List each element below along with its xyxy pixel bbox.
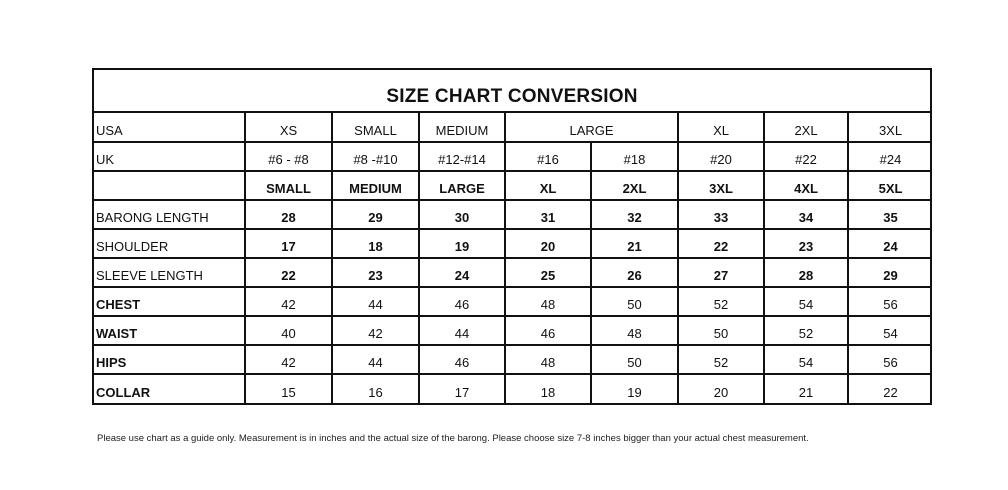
table-cell: 42 — [245, 287, 332, 316]
table-cell: #16 — [505, 142, 591, 171]
table-cell: 34 — [764, 200, 848, 229]
row-label: HIPS — [94, 345, 245, 374]
table-cell: 54 — [848, 316, 932, 345]
table-cell: 54 — [764, 345, 848, 374]
table-cell: 54 — [764, 287, 848, 316]
table-cell: 27 — [678, 258, 764, 287]
table-cell: MEDIUM — [419, 113, 505, 142]
table-cell: XL — [678, 113, 764, 142]
table-cell: 28 — [245, 200, 332, 229]
table-cell: 50 — [591, 345, 678, 374]
table-cell: 44 — [332, 345, 419, 374]
table-cell: LARGE — [505, 113, 678, 142]
row-label: CHEST — [94, 287, 245, 316]
table-cell: 52 — [678, 345, 764, 374]
table-cell: 17 — [419, 374, 505, 403]
row-label: SLEEVE LENGTH — [94, 258, 245, 287]
table-cell: 50 — [678, 316, 764, 345]
table-cell: 48 — [591, 316, 678, 345]
row-waist — [94, 316, 932, 345]
row-collar — [94, 374, 932, 403]
table-cell: #20 — [678, 142, 764, 171]
table-cell: 29 — [332, 200, 419, 229]
table-cell: 20 — [678, 374, 764, 403]
size-row — [94, 171, 932, 200]
table-cell: 20 — [505, 229, 591, 258]
table-cell: 21 — [764, 374, 848, 403]
table-cell: 2XL — [764, 113, 848, 142]
table-cell: MEDIUM — [332, 171, 419, 200]
table-cell: 21 — [591, 229, 678, 258]
table-cell: 16 — [332, 374, 419, 403]
table-cell: 17 — [245, 229, 332, 258]
chart-title-row — [94, 70, 930, 113]
row-label-usa: USA — [94, 113, 245, 142]
table-cell: #22 — [764, 142, 848, 171]
table-cell: 22 — [678, 229, 764, 258]
table-cell: 52 — [764, 316, 848, 345]
table-cell: 56 — [848, 345, 932, 374]
table-cell: 46 — [419, 345, 505, 374]
table-cell: 35 — [848, 200, 932, 229]
table-cell: 32 — [591, 200, 678, 229]
table-cell: 4XL — [764, 171, 848, 200]
size-table — [94, 113, 932, 403]
table-cell: 28 — [764, 258, 848, 287]
usa-row — [94, 113, 932, 142]
table-cell: 46 — [505, 316, 591, 345]
footnote: Please use chart as a guide only. Measurement is in inches and the actual size of the barong. Please choose size 7-8 inches bigger than your actual chest measurement. — [97, 433, 809, 444]
row-label: SHOULDER — [94, 229, 245, 258]
table-cell: #18 — [591, 142, 678, 171]
table-cell: XL — [505, 171, 591, 200]
table-cell: 33 — [678, 200, 764, 229]
table-cell: 50 — [591, 287, 678, 316]
table-cell: 3XL — [848, 113, 932, 142]
table-cell: LARGE — [419, 171, 505, 200]
table-cell: 18 — [332, 229, 419, 258]
table-cell: #8 -#10 — [332, 142, 419, 171]
table-cell: 31 — [505, 200, 591, 229]
table-cell: #6 - #8 — [245, 142, 332, 171]
row-label: COLLAR — [94, 374, 245, 403]
table-cell: 19 — [419, 229, 505, 258]
row-chest — [94, 287, 932, 316]
table-cell: 42 — [245, 345, 332, 374]
table-cell: 15 — [245, 374, 332, 403]
table-cell: 26 — [591, 258, 678, 287]
table-cell: 5XL — [848, 171, 932, 200]
row-label: BARONG LENGTH — [94, 200, 245, 229]
table-cell: 46 — [419, 287, 505, 316]
row-label: WAIST — [94, 316, 245, 345]
row-shoulder — [94, 229, 932, 258]
table-cell: 29 — [848, 258, 932, 287]
table-cell: 42 — [332, 316, 419, 345]
row-barong-length — [94, 200, 932, 229]
table-cell: 2XL — [591, 171, 678, 200]
row-label-size — [94, 171, 245, 200]
table-cell: 22 — [245, 258, 332, 287]
table-cell: SMALL — [245, 171, 332, 200]
table-cell: 23 — [764, 229, 848, 258]
table-cell: 24 — [848, 229, 932, 258]
table-cell: 24 — [419, 258, 505, 287]
table-cell: 25 — [505, 258, 591, 287]
size-chart — [92, 68, 932, 405]
table-cell: 44 — [332, 287, 419, 316]
table-cell: 19 — [591, 374, 678, 403]
uk-row — [94, 142, 932, 171]
table-cell: 56 — [848, 287, 932, 316]
table-cell: 22 — [883, 385, 898, 400]
table-cell: #24 — [848, 142, 932, 171]
table-cell: 44 — [419, 316, 505, 345]
row-sleeve-length — [94, 258, 932, 287]
table-cell: 48 — [505, 345, 591, 374]
row-label-uk: UK — [94, 142, 245, 171]
table-cell: XS — [245, 113, 332, 142]
table-cell: 30 — [419, 200, 505, 229]
table-cell: SMALL — [332, 113, 419, 142]
table-cell: 40 — [245, 316, 332, 345]
table-cell: 48 — [505, 287, 591, 316]
table-cell: 18 — [505, 374, 591, 403]
table-cell: 52 — [678, 287, 764, 316]
row-hips — [94, 345, 932, 374]
chart-title: SIZE CHART CONVERSION — [386, 86, 638, 107]
table-cell: 3XL — [678, 171, 764, 200]
table-cell: 23 — [332, 258, 419, 287]
table-cell: #12-#14 — [419, 142, 505, 171]
